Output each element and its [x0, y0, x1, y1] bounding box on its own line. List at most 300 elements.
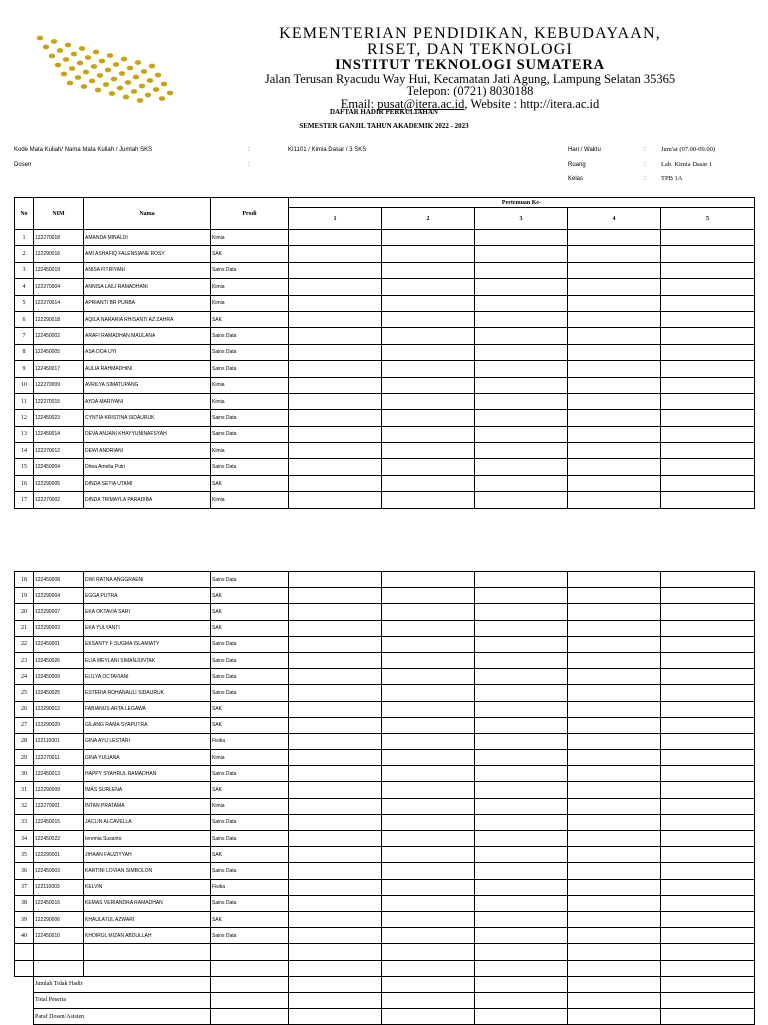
- email-label: Email:: [340, 96, 378, 111]
- footer-session-cell[interactable]: [661, 976, 755, 992]
- attendance-cell[interactable]: [475, 879, 568, 895]
- attendance-cell[interactable]: [289, 393, 382, 409]
- attendance-cell[interactable]: [661, 344, 755, 360]
- attendance-cell[interactable]: [289, 847, 382, 863]
- attendance-cell[interactable]: [568, 230, 661, 246]
- attendance-cell[interactable]: [568, 766, 661, 782]
- table-row: [15, 230, 755, 246]
- attendance-cell[interactable]: [475, 652, 568, 668]
- row-nim: 122270015: [34, 393, 84, 409]
- row-nim: 122290018: [34, 311, 84, 327]
- attendance-cell[interactable]: [568, 295, 661, 311]
- attendance-cell[interactable]: [289, 717, 382, 733]
- attendance-cell[interactable]: [289, 295, 382, 311]
- attendance-cell[interactable]: [661, 572, 755, 588]
- attendance-cell[interactable]: [475, 847, 568, 863]
- attendance-cell[interactable]: [289, 262, 382, 278]
- attendance-cell[interactable]: [289, 328, 382, 344]
- empty-cell[interactable]: [568, 944, 661, 960]
- attendance-cell[interactable]: [289, 475, 382, 491]
- attendance-cell[interactable]: [661, 328, 755, 344]
- attendance-cell[interactable]: [568, 717, 661, 733]
- attendance-cell[interactable]: [475, 782, 568, 798]
- attendance-cell[interactable]: [382, 685, 475, 701]
- row-no: 16: [15, 475, 34, 491]
- attendance-cell[interactable]: [661, 766, 755, 782]
- attendance-cell[interactable]: [661, 733, 755, 749]
- attendance-cell[interactable]: [475, 604, 568, 620]
- attendance-cell[interactable]: [475, 361, 568, 377]
- attendance-cell[interactable]: [568, 246, 661, 262]
- empty-cell: [34, 960, 84, 976]
- attendance-cell[interactable]: [475, 246, 568, 262]
- attendance-cell[interactable]: [568, 798, 661, 814]
- row-nim: 122450022: [34, 831, 84, 847]
- attendance-cell[interactable]: [382, 879, 475, 895]
- table-row: [15, 393, 755, 409]
- attendance-cell[interactable]: [661, 652, 755, 668]
- row-prodi: Kimia: [211, 279, 289, 295]
- row-nim: 122270009: [34, 377, 84, 393]
- attendance-cell[interactable]: [382, 393, 475, 409]
- attendance-cell[interactable]: [382, 572, 475, 588]
- table-row: [15, 604, 755, 620]
- attendance-cell[interactable]: [661, 685, 755, 701]
- attendance-cell[interactable]: [568, 911, 661, 927]
- footer-session-cell[interactable]: [568, 976, 661, 992]
- logo-dot: [49, 54, 55, 59]
- attendance-cell[interactable]: [661, 782, 755, 798]
- attendance-cell[interactable]: [568, 279, 661, 295]
- attendance-cell[interactable]: [289, 701, 382, 717]
- attendance-cell[interactable]: [661, 717, 755, 733]
- attendance-cell[interactable]: [382, 475, 475, 491]
- attendance-cell[interactable]: [568, 652, 661, 668]
- table-row: [15, 928, 755, 944]
- attendance-cell[interactable]: [289, 782, 382, 798]
- attendance-cell[interactable]: [568, 410, 661, 426]
- attendance-cell[interactable]: [661, 393, 755, 409]
- attendance-cell[interactable]: [289, 895, 382, 911]
- attendance-cell[interactable]: [661, 426, 755, 442]
- attendance-cell[interactable]: [289, 831, 382, 847]
- attendance-cell[interactable]: [568, 344, 661, 360]
- attendance-cell[interactable]: [289, 377, 382, 393]
- logo-dot: [109, 91, 115, 96]
- attendance-cell[interactable]: [475, 426, 568, 442]
- row-nama: AVRILYA SIMATUPANG: [84, 377, 211, 393]
- attendance-cell[interactable]: [382, 588, 475, 604]
- attendance-cell[interactable]: [568, 701, 661, 717]
- empty-cell[interactable]: [475, 960, 568, 976]
- table-row: [15, 636, 755, 652]
- attendance-cell[interactable]: [382, 652, 475, 668]
- row-nim: 122450009: [34, 669, 84, 685]
- attendance-cell[interactable]: [568, 733, 661, 749]
- header-session-1: 1: [289, 208, 382, 230]
- ministry-line-1: KEMENTERIAN PENDIDIKAN, KEBUDAYAAN,: [279, 25, 661, 42]
- footer-session-cell[interactable]: [661, 1009, 755, 1025]
- row-nim: 122270001: [34, 798, 84, 814]
- attendance-cell[interactable]: [568, 863, 661, 879]
- attendance-cell[interactable]: [475, 620, 568, 636]
- attendance-cell[interactable]: [661, 701, 755, 717]
- attendance-cell[interactable]: [568, 782, 661, 798]
- attendance-cell[interactable]: [382, 798, 475, 814]
- attendance-cell[interactable]: [568, 262, 661, 278]
- attendance-cell[interactable]: [289, 685, 382, 701]
- attendance-cell[interactable]: [475, 717, 568, 733]
- attendance-cell[interactable]: [475, 492, 568, 508]
- footer-session-cell[interactable]: [475, 976, 568, 992]
- attendance-cell[interactable]: [289, 798, 382, 814]
- row-no: 28: [15, 733, 34, 749]
- footer-session-cell[interactable]: [382, 976, 475, 992]
- attendance-cell[interactable]: [661, 669, 755, 685]
- attendance-cell[interactable]: [382, 328, 475, 344]
- attendance-cell[interactable]: [568, 847, 661, 863]
- empty-cell[interactable]: [382, 944, 475, 960]
- empty-cell[interactable]: [661, 960, 755, 976]
- attendance-cell[interactable]: [475, 798, 568, 814]
- logo-dot: [61, 72, 67, 77]
- attendance-cell[interactable]: [382, 669, 475, 685]
- attendance-cell[interactable]: [568, 685, 661, 701]
- row-nim: 122290012: [34, 701, 84, 717]
- row-no: 18: [15, 572, 34, 588]
- attendance-cell[interactable]: [661, 459, 755, 475]
- attendance-cell[interactable]: [382, 262, 475, 278]
- attendance-cell[interactable]: [568, 443, 661, 459]
- row-nim: 122290007: [34, 604, 84, 620]
- attendance-cell[interactable]: [661, 492, 755, 508]
- attendance-cell[interactable]: [568, 377, 661, 393]
- attendance-cell[interactable]: [661, 361, 755, 377]
- attendance-cell[interactable]: [475, 262, 568, 278]
- attendance-cell[interactable]: [289, 572, 382, 588]
- row-nim: 122290001: [34, 847, 84, 863]
- attendance-cell[interactable]: [661, 814, 755, 830]
- email-link[interactable]: pusat@itera.ac.id: [377, 96, 465, 111]
- attendance-cell[interactable]: [382, 410, 475, 426]
- footer-session-cell[interactable]: [475, 1009, 568, 1025]
- attendance-cell[interactable]: [661, 262, 755, 278]
- attendance-cell[interactable]: [289, 863, 382, 879]
- attendance-cell[interactable]: [289, 279, 382, 295]
- table-row: [15, 492, 755, 508]
- attendance-cell[interactable]: [289, 230, 382, 246]
- empty-cell[interactable]: [382, 960, 475, 976]
- attendance-cell[interactable]: [289, 426, 382, 442]
- attendance-cell[interactable]: [475, 588, 568, 604]
- footer-value-absent[interactable]: [211, 976, 289, 992]
- attendance-cell[interactable]: [475, 572, 568, 588]
- attendance-cell[interactable]: [475, 701, 568, 717]
- attendance-cell[interactable]: [475, 475, 568, 491]
- attendance-cell[interactable]: [475, 410, 568, 426]
- row-prodi: Sains Data: [211, 262, 289, 278]
- attendance-cell[interactable]: [661, 911, 755, 927]
- attendance-cell[interactable]: [289, 246, 382, 262]
- attendance-cell[interactable]: [661, 928, 755, 944]
- attendance-cell[interactable]: [289, 652, 382, 668]
- attendance-cell[interactable]: [568, 636, 661, 652]
- attendance-cell[interactable]: [475, 750, 568, 766]
- attendance-cell[interactable]: [475, 311, 568, 327]
- footer-session-cell[interactable]: [382, 1009, 475, 1025]
- lecturer-colon: :: [248, 162, 250, 168]
- empty-cell[interactable]: [661, 944, 755, 960]
- attendance-cell[interactable]: [382, 928, 475, 944]
- attendance-table-page-2: [14, 571, 755, 1025]
- attendance-cell[interactable]: [382, 814, 475, 830]
- logo-dot: [79, 46, 85, 51]
- row-prodi: Sains Data: [211, 895, 289, 911]
- empty-row: [15, 944, 755, 960]
- row-no: 1: [15, 230, 34, 246]
- attendance-cell[interactable]: [568, 459, 661, 475]
- attendance-cell[interactable]: [382, 459, 475, 475]
- attendance-cell[interactable]: [382, 361, 475, 377]
- attendance-cell[interactable]: [289, 620, 382, 636]
- footer-session-cell[interactable]: [568, 1009, 661, 1025]
- attendance-cell[interactable]: [289, 459, 382, 475]
- attendance-cell[interactable]: [568, 620, 661, 636]
- attendance-cell[interactable]: [568, 426, 661, 442]
- attendance-cell[interactable]: [475, 928, 568, 944]
- attendance-cell[interactable]: [475, 459, 568, 475]
- attendance-cell[interactable]: [661, 377, 755, 393]
- attendance-cell[interactable]: [475, 636, 568, 652]
- attendance-cell[interactable]: [382, 636, 475, 652]
- row-nim: 122110001: [34, 733, 84, 749]
- attendance-cell[interactable]: [382, 230, 475, 246]
- attendance-cell[interactable]: [661, 636, 755, 652]
- attendance-cell[interactable]: [568, 361, 661, 377]
- attendance-cell[interactable]: [475, 895, 568, 911]
- attendance-cell[interactable]: [661, 443, 755, 459]
- attendance-cell[interactable]: [382, 344, 475, 360]
- attendance-cell[interactable]: [289, 669, 382, 685]
- footer-session-cell[interactable]: [661, 992, 755, 1008]
- empty-cell: [15, 944, 34, 960]
- attendance-cell[interactable]: [289, 636, 382, 652]
- attendance-cell[interactable]: [382, 279, 475, 295]
- attendance-cell[interactable]: [289, 911, 382, 927]
- attendance-cell[interactable]: [382, 426, 475, 442]
- attendance-cell[interactable]: [661, 620, 755, 636]
- attendance-cell[interactable]: [382, 246, 475, 262]
- attendance-cell[interactable]: [568, 604, 661, 620]
- attendance-cell[interactable]: [289, 766, 382, 782]
- row-nim: 122270018: [34, 230, 84, 246]
- attendance-cell[interactable]: [289, 928, 382, 944]
- table-row: [15, 782, 755, 798]
- row-nama: KARTINI LOVIAN SIMBOLON: [84, 863, 211, 879]
- attendance-cell[interactable]: [382, 847, 475, 863]
- attendance-cell[interactable]: [661, 410, 755, 426]
- table-row: [15, 766, 755, 782]
- attendance-cell[interactable]: [382, 895, 475, 911]
- attendance-cell[interactable]: [382, 863, 475, 879]
- row-no: 4: [15, 279, 34, 295]
- row-nama: APRIANTI BR PURBA: [84, 295, 211, 311]
- attendance-cell[interactable]: [661, 475, 755, 491]
- row-nim: 122450004: [34, 459, 84, 475]
- attendance-cell[interactable]: [475, 279, 568, 295]
- attendance-cell[interactable]: [661, 879, 755, 895]
- empty-cell[interactable]: [289, 960, 382, 976]
- attendance-cell[interactable]: [475, 814, 568, 830]
- footer-session-cell[interactable]: [382, 992, 475, 1008]
- row-prodi: Sains Data: [211, 636, 289, 652]
- attendance-cell[interactable]: [382, 750, 475, 766]
- attendance-cell[interactable]: [568, 492, 661, 508]
- attendance-cell[interactable]: [568, 831, 661, 847]
- attendance-cell[interactable]: [475, 377, 568, 393]
- attendance-cell[interactable]: [382, 733, 475, 749]
- row-no: 34: [15, 831, 34, 847]
- attendance-cell[interactable]: [289, 344, 382, 360]
- attendance-cell[interactable]: [568, 814, 661, 830]
- attendance-cell[interactable]: [568, 895, 661, 911]
- attendance-cell[interactable]: [661, 604, 755, 620]
- attendance-cell[interactable]: [382, 604, 475, 620]
- attendance-cell[interactable]: [475, 733, 568, 749]
- table-row: [15, 831, 755, 847]
- attendance-cell[interactable]: [289, 311, 382, 327]
- attendance-cell[interactable]: [289, 588, 382, 604]
- attendance-cell[interactable]: [568, 669, 661, 685]
- attendance-cell[interactable]: [661, 311, 755, 327]
- empty-cell[interactable]: [475, 944, 568, 960]
- attendance-cell[interactable]: [661, 831, 755, 847]
- row-no: 21: [15, 620, 34, 636]
- attendance-cell[interactable]: [568, 750, 661, 766]
- logo-dot: [65, 43, 71, 48]
- footer-session-cell[interactable]: [568, 992, 661, 1008]
- attendance-cell[interactable]: [568, 879, 661, 895]
- attendance-cell[interactable]: [568, 572, 661, 588]
- attendance-cell[interactable]: [568, 475, 661, 491]
- row-nim: 122270002: [34, 492, 84, 508]
- attendance-cell[interactable]: [661, 295, 755, 311]
- attendance-cell[interactable]: [568, 393, 661, 409]
- attendance-cell[interactable]: [289, 361, 382, 377]
- attendance-cell[interactable]: [661, 246, 755, 262]
- attendance-cell[interactable]: [661, 750, 755, 766]
- attendance-cell[interactable]: [382, 311, 475, 327]
- header-prodi: Prodi: [211, 198, 289, 230]
- attendance-cell[interactable]: [661, 895, 755, 911]
- footer-value-paraf[interactable]: [211, 1009, 289, 1025]
- attendance-cell[interactable]: [382, 492, 475, 508]
- footer-session-cell[interactable]: [289, 1009, 382, 1025]
- empty-cell[interactable]: [568, 960, 661, 976]
- attendance-cell[interactable]: [475, 344, 568, 360]
- attendance-cell[interactable]: [661, 798, 755, 814]
- row-nama: AYDA MARIYANI: [84, 393, 211, 409]
- table-row: [15, 279, 755, 295]
- attendance-cell[interactable]: [382, 831, 475, 847]
- row-prodi: SAK: [211, 911, 289, 927]
- attendance-cell[interactable]: [382, 766, 475, 782]
- attendance-cell[interactable]: [475, 230, 568, 246]
- empty-cell[interactable]: [289, 944, 382, 960]
- footer-session-cell[interactable]: [289, 976, 382, 992]
- row-no: 17: [15, 492, 34, 508]
- attendance-cell[interactable]: [475, 443, 568, 459]
- footer-row-paraf: [15, 1009, 755, 1025]
- attendance-cell[interactable]: [568, 311, 661, 327]
- logo-dot: [97, 73, 103, 78]
- attendance-cell[interactable]: [289, 604, 382, 620]
- attendance-cell[interactable]: [475, 295, 568, 311]
- attendance-cell[interactable]: [568, 588, 661, 604]
- attendance-cell[interactable]: [475, 911, 568, 927]
- table-row: [15, 410, 755, 426]
- row-prodi: Kimia: [211, 393, 289, 409]
- attendance-cell[interactable]: [382, 443, 475, 459]
- header-session-4: 4: [568, 208, 661, 230]
- attendance-cell[interactable]: [382, 701, 475, 717]
- attendance-cell[interactable]: [475, 766, 568, 782]
- row-prodi: Sains Data: [211, 814, 289, 830]
- row-nim: 122450003: [34, 863, 84, 879]
- logo-dot: [77, 61, 83, 66]
- attendance-cell[interactable]: [475, 393, 568, 409]
- logo-dot: [103, 82, 109, 87]
- attendance-cell[interactable]: [475, 685, 568, 701]
- attendance-cell[interactable]: [289, 410, 382, 426]
- attendance-cell[interactable]: [382, 911, 475, 927]
- attendance-cell[interactable]: [475, 863, 568, 879]
- row-prodi: Sains Data: [211, 459, 289, 475]
- attendance-cell[interactable]: [289, 750, 382, 766]
- attendance-cell[interactable]: [475, 328, 568, 344]
- attendance-cell[interactable]: [568, 928, 661, 944]
- attendance-cell[interactable]: [289, 492, 382, 508]
- footer-session-cell[interactable]: [289, 992, 382, 1008]
- attendance-cell[interactable]: [289, 814, 382, 830]
- attendance-cell[interactable]: [661, 863, 755, 879]
- attendance-cell[interactable]: [289, 443, 382, 459]
- attendance-cell[interactable]: [382, 717, 475, 733]
- attendance-cell[interactable]: [661, 230, 755, 246]
- attendance-cell[interactable]: [382, 295, 475, 311]
- row-prodi: SAK: [211, 701, 289, 717]
- attendance-cell[interactable]: [568, 328, 661, 344]
- attendance-cell[interactable]: [289, 879, 382, 895]
- attendance-cell[interactable]: [382, 377, 475, 393]
- attendance-cell[interactable]: [382, 782, 475, 798]
- footer-value-total[interactable]: [211, 992, 289, 1008]
- row-prodi: Sains Data: [211, 410, 289, 426]
- attendance-cell[interactable]: [661, 279, 755, 295]
- attendance-cell[interactable]: [289, 733, 382, 749]
- attendance-cell[interactable]: [382, 620, 475, 636]
- attendance-cell[interactable]: [475, 669, 568, 685]
- footer-session-cell[interactable]: [475, 992, 568, 1008]
- logo-dot: [37, 36, 43, 41]
- attendance-cell[interactable]: [661, 588, 755, 604]
- attendance-cell[interactable]: [661, 847, 755, 863]
- attendance-cell[interactable]: [475, 831, 568, 847]
- row-nama: AQILA NARARIA RHISANTI AZ ZAHRA: [84, 311, 211, 327]
- table-row: [15, 652, 755, 668]
- row-nim: 122290004: [34, 588, 84, 604]
- empty-row: [15, 960, 755, 976]
